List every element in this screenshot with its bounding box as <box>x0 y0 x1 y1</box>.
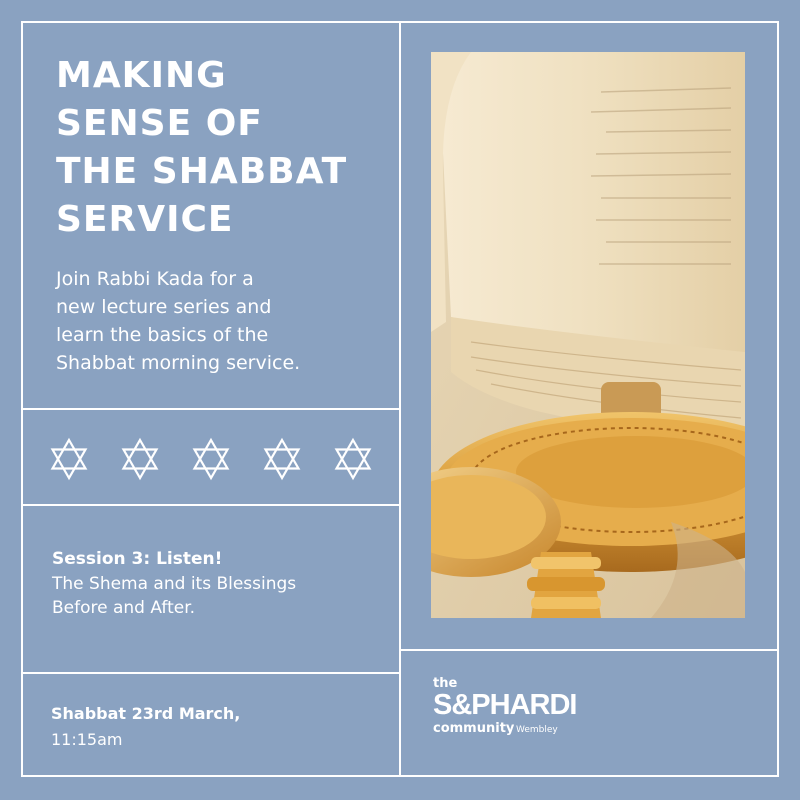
star-of-david-icon <box>117 436 163 482</box>
star-of-david-icon <box>46 436 92 482</box>
sephardi-community-logo <box>433 677 633 747</box>
torah-scroll-image <box>431 52 745 618</box>
session-description: The Shema and its Blessings Before and After. <box>52 574 297 618</box>
intro-text: Join Rabbi Kada for a new lecture series and learn the basics of the Shabbat morning service. <box>56 268 301 374</box>
divider-line <box>21 672 401 674</box>
event-date: Shabbat 23rd March, <box>51 704 241 723</box>
logo-community: community <box>433 721 515 736</box>
event-time: 11:15am <box>51 730 123 749</box>
column-divider <box>399 21 401 777</box>
divider-line <box>21 504 401 506</box>
session-title: Session 3: Listen! <box>52 549 223 569</box>
logo-the: the <box>433 676 458 691</box>
logo-name: S&PHARDI <box>433 689 577 721</box>
divider-line <box>21 408 401 410</box>
star-row <box>46 436 376 482</box>
divider-line <box>399 649 779 651</box>
logo-location: Wembley <box>516 725 558 735</box>
page-title: MAKING SENSE OF THE SHABBAT SERVICE <box>56 55 348 240</box>
star-of-david-icon <box>330 436 376 482</box>
star-of-david-icon <box>188 436 234 482</box>
star-of-david-icon <box>259 436 305 482</box>
